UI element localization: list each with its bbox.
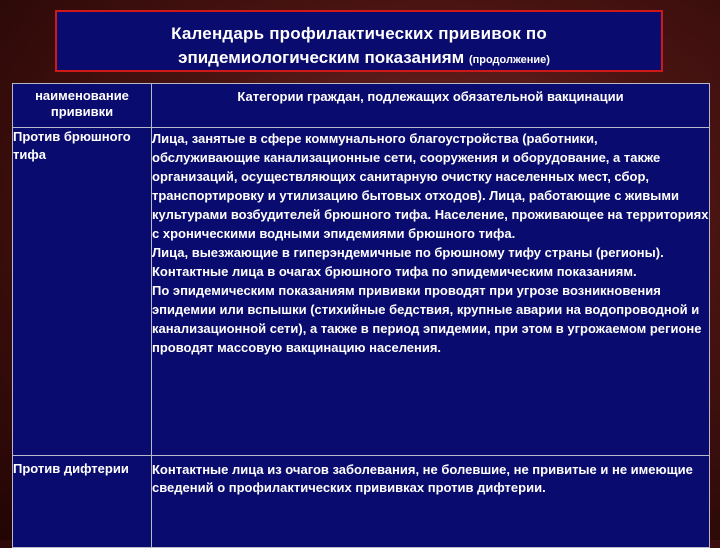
paragraph: По эпидемическим показаниям прививки проводят при угрозе возникновения эпидемии или вспышки (стихийные бедствия, крупные аварии на водопроводной и канализационной сети), а также в период эпидемии, при этом в угрожаемом регионе проводят массовую вакцинацию населения. [152, 283, 702, 355]
table-row [13, 128, 710, 456]
row-name-typhoid: Против брюшного тифа [13, 128, 152, 456]
paragraph: Лица, занятые в сфере коммунального благоустройства (работники, обслуживающие канализационные сети, сооружения и оборудование, а также организаций, осуществляющих санитарную очистку населенных мест, сбор, транспортировку и утилизацию бытовых отходов). Лица, работающие с живыми культурами возбудителей брюшного тифа. Население, проживающее на территориях с хроническими водными эпидемиями брюшного тифа. [152, 131, 709, 241]
table-row [13, 456, 710, 548]
slide-title [55, 10, 663, 72]
title-line-2-text: эпидемиологическим показаниям [178, 48, 465, 67]
paragraph: Контактные лица из очагов заболевания, не болевшие, не привитые и не имеющие сведений о профилактических прививках против дифтерии. [152, 462, 693, 495]
header-name: наименование прививки [13, 84, 152, 128]
row-categories-diphtheria [152, 456, 710, 548]
title-line-2 [57, 48, 661, 68]
paragraph: Лица, выезжающие в гиперэндемичные по брюшному тифу страны (регионы). Контактные лица в очагах брюшного тифа по эпидемическим показаниям. [152, 245, 664, 279]
header-categories: Категории граждан, подлежащих обязательной вакцинации [152, 84, 710, 128]
row-categories-typhoid [152, 128, 710, 456]
title-note: (продолжение) [468, 54, 550, 66]
vaccination-table [12, 83, 710, 548]
title-line-1: Календарь профилактических прививок по [171, 24, 547, 43]
row-name-diphtheria: Против дифтерии [13, 456, 152, 548]
table-header-row [13, 84, 710, 128]
